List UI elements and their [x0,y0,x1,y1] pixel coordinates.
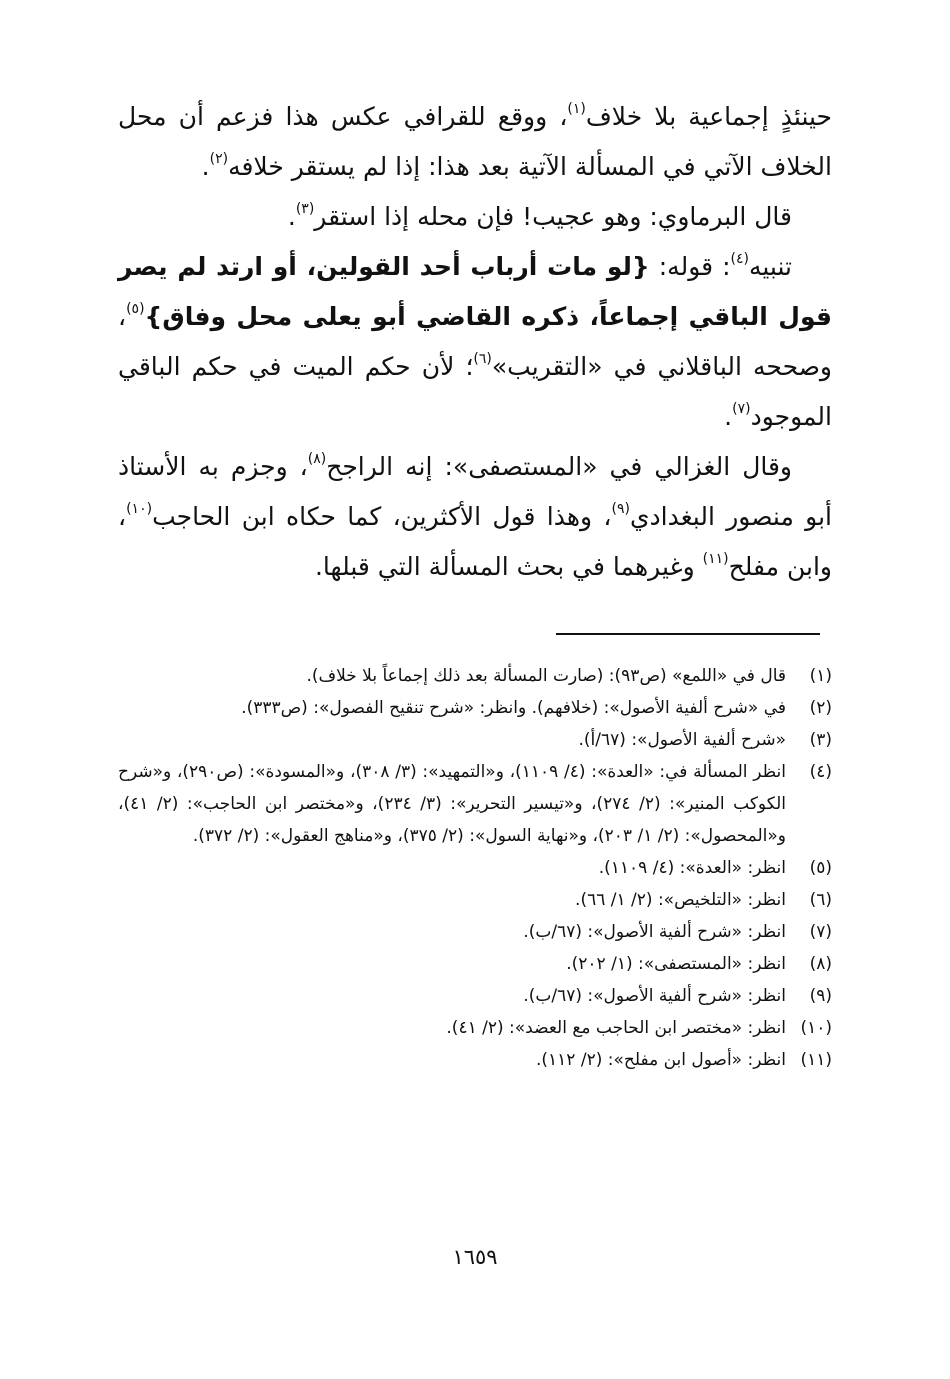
paragraph-text: ، وابن مفلح [118,502,832,581]
paragraph-text: ، وهذا قول الأكثرين، كما حكاه ابن الحاجب [152,502,612,531]
footnote-number: (٥) [809,858,832,878]
footnote-text: انظر: «أصول ابن مفلح»: (٢/ ١١٢). [535,1050,786,1070]
footnote-number: (٧) [809,922,832,942]
footnote-text: انظر: «مختصر ابن الحاجب مع العضد»: (٢/ ٤١). [446,1018,786,1038]
footnote-number: (٢) [809,698,832,718]
footnote-item [118,948,832,980]
paragraph-text: ، وجزم به الأستاذ أبو منصور البغدادي [118,452,832,531]
page-number: ١٦٥٩ [452,1245,498,1269]
footnote-text: انظر: «التلخيص»: (٢/ ١/ ٦٦). [575,890,786,910]
footnote-number: (٨) [809,954,832,974]
footnote-number: (١٠) [800,1018,832,1038]
footnote-text: انظر: «العدة»: (٤/ ١١٠٩). [598,858,786,878]
footnote-text: قال في «اللمع» (ص٩٣): (صارت المسألة بعد ذلك إجماعاً بلا خلاف). [306,666,786,686]
footnote-ref: (٣) [295,201,315,217]
footnote-number: (٦) [809,890,832,910]
footnote-item [118,692,832,724]
footnote-ref: (٦) [473,351,492,367]
footnote-ref: (٥) [126,301,145,317]
footnote-item [118,1044,832,1076]
footnote-item [118,1012,832,1044]
footnote-number: (٩) [809,986,832,1006]
footnote-item [118,980,832,1012]
footnote-ref: (٩) [611,501,630,517]
footnote-item [118,756,832,852]
footnote-number: (١) [809,666,832,686]
footnote-item [118,884,832,916]
footnote-number: (٤) [809,762,832,782]
paragraph-text: وقال الغزالي في «المستصفى»: إنه الراجح [326,452,792,481]
footnote-divider [556,633,820,635]
paragraph-text: حينئذٍ إجماعية بلا خلاف [585,102,832,131]
paragraph-1 [118,92,832,192]
paragraph-text: . [287,202,296,231]
paragraph-text: : قوله: [649,252,731,281]
paragraph-text: وغيرهما في بحث المسألة التي قبلها. [314,552,703,581]
footnote-text: انظر: «المستصفى»: (١/ ٢٠٢). [566,954,786,974]
quoted-text-bold: {لو مات أرباب أحد القولين، أو ارتد لم يصر قول الباقي إجماعاً، ذكره القاضي أبو يعلى محل وفاق} [118,252,832,331]
footnote-item [118,724,832,756]
footnote-ref: (٢) [209,151,229,167]
footnote-number: (١١) [800,1050,832,1070]
footnote-ref: (٧) [732,401,751,417]
footnote-item [118,852,832,884]
paragraph-text: قال البرماوي: وهو عجيب! فإن محله إذا استقر [314,202,792,231]
footnote-ref: (١) [567,101,586,117]
paragraph-text: ، وصححه الباقلاني في «التقريب» [118,302,833,381]
footnote-item [118,916,832,948]
paragraph-2 [118,192,832,242]
footnote-ref: (١١) [702,551,729,567]
paragraph-3 [118,242,832,442]
footnote-text: انظر المسألة في: «العدة»: (٤/ ١١٠٩)، و«التمهيد»: (٣/ ٣٠٨)، و«المسودة»: (ص٢٩٠)، و«شرح الكوكب المنير»: (٢/ ٢٧٤)، و«تيسير التحرير»: (٣/ ٢٣٤)، و«مختصر ابن الحاجب»: (٢/ ٤١)، و«المحصول»: (٢/ ١/ ٢٠٣)، و«نهاية السول»: (٢/ ٣٧٥)، و«مناهج العقول»: (٢/ ٣٧٢). [118,762,786,846]
footnote-number: (٣) [809,730,832,750]
paragraph-text: ، ووقع للقرافي عكس هذا فزعم أن محل الخلاف الآتي في المسألة الآتية بعد هذا: إذا لم يستقر خلافه [118,102,832,181]
paragraph-text: تنبيه [748,252,792,281]
footnotes [118,660,832,1076]
footnote-text: انظر: «شرح ألفية الأصول»: (٦٧/ب). [523,986,786,1006]
footnote-text: «شرح ألفية الأصول»: (٦٧/أ). [578,730,786,750]
paragraph-text: . [724,402,733,431]
footnote-ref: (٨) [307,451,327,467]
footnote-text: انظر: «شرح ألفية الأصول»: (٦٧/ب). [523,922,786,942]
footnote-item [118,660,832,692]
paragraph-text: . [201,152,210,181]
paragraph-text: ؛ لأن حكم الميت في حكم الباقي الموجود [118,352,832,431]
paragraph-4 [118,442,832,592]
main-text [118,92,832,592]
footnote-ref: (١٠) [126,501,153,517]
footnote-text: في «شرح ألفية الأصول»: (خلافهم). وانظر: «شرح تنقيح الفصول»: (ص٣٣٣). [241,698,786,718]
footnote-ref: (٤) [730,251,749,267]
